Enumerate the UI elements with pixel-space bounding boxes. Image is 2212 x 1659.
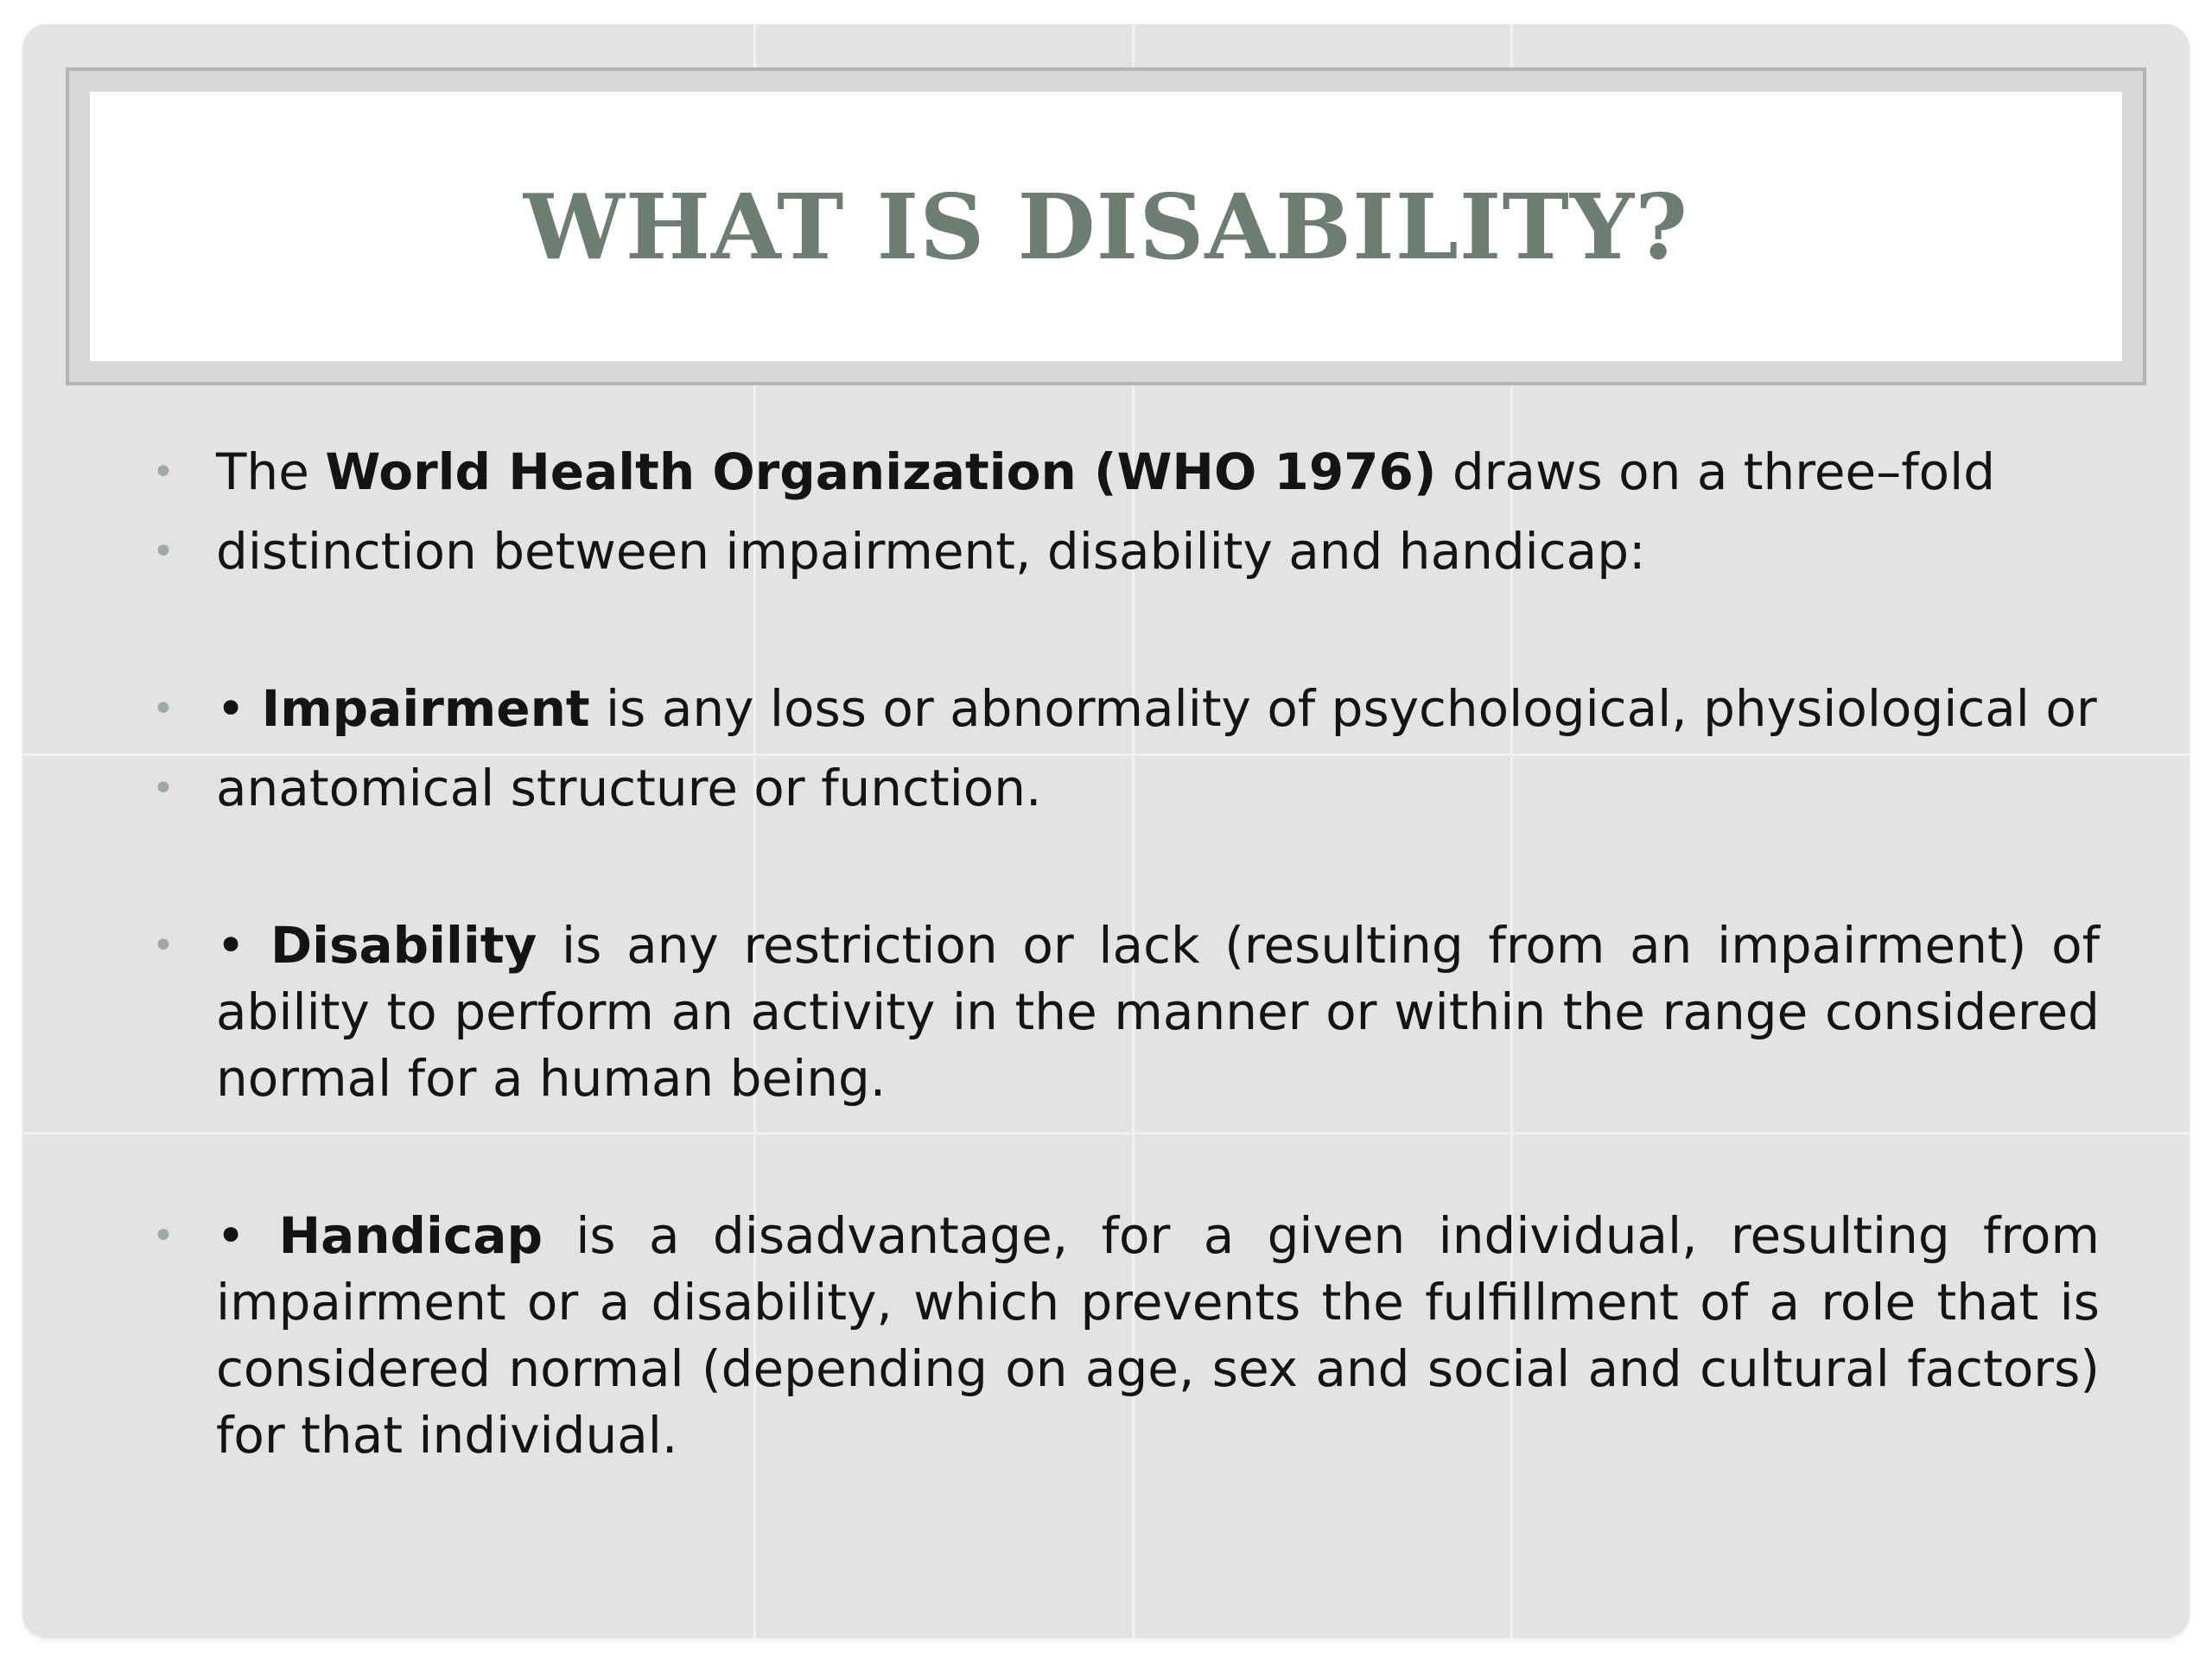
bullet-icon: • — [152, 766, 175, 810]
paragraph-text: is any loss or abnormality of psychological, physiological or — [589, 679, 2097, 738]
bullet-paragraph — [152, 439, 2100, 505]
bullet-icon: • — [152, 1214, 175, 1258]
bullet-paragraph-handicap — [152, 1203, 2100, 1469]
bullet-paragraph — [152, 755, 2100, 822]
paragraph-text: The — [216, 442, 326, 501]
paragraph-bold: World Health Organization (WHO 1976) — [325, 442, 1437, 501]
bullet-icon: • — [152, 687, 175, 731]
bullet-icon: • — [152, 924, 175, 968]
bullet-paragraph — [152, 518, 2100, 585]
paragraph-text: is any restriction or lack (resulting from an impairment) of ability to perform an activity in the manner or within the range considered normal for a human being. — [216, 916, 2100, 1108]
bullet-icon: • — [152, 450, 175, 494]
paragraph-text: • — [216, 1206, 279, 1265]
bullet-icon: • — [152, 530, 175, 574]
term-disability: Disability — [270, 916, 537, 975]
paragraph-text: is a disadvantage, for a given individual, resulting from impairment or a disability, which prevents the fulfillment of a role that is considered normal (depending on age, sex and social and cultural factors) for that individual. — [216, 1206, 2100, 1465]
paragraph-text: • — [216, 916, 270, 975]
term-impairment: Impairment — [261, 679, 590, 738]
title-frame — [66, 67, 2146, 385]
bullet-paragraph-impairment — [152, 676, 2100, 742]
paragraph-text: distinction between impairment, disability and handicap: — [216, 522, 1646, 581]
slide — [22, 24, 2190, 1638]
title-box — [90, 92, 2122, 361]
bullet-paragraph-disability — [152, 912, 2100, 1112]
slide-title: WHAT IS DISABILITY? — [523, 173, 1689, 280]
slide-body — [152, 439, 2100, 1469]
paragraph-text: anatomical structure or function. — [216, 759, 1042, 817]
paragraph-text: draws on a three–fold — [1436, 442, 1996, 501]
paragraph-text: • — [216, 679, 262, 738]
term-handicap: Handicap — [278, 1206, 543, 1265]
